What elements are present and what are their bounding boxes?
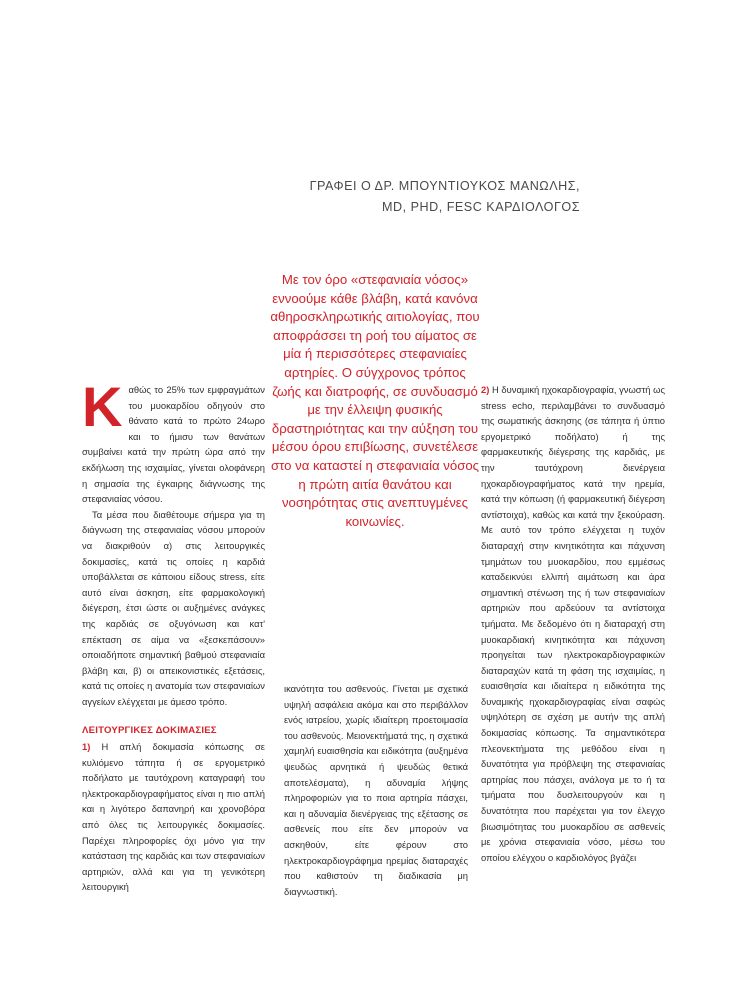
column-2 bbox=[284, 681, 468, 899]
section-heading: ΛΕΙΤΟΥΡΓΙΚΕΣ ΔΟΚΙΜΑΣΙΕΣ bbox=[82, 725, 217, 737]
item-number: 2) bbox=[481, 384, 490, 395]
item-text: Η απλή δοκιμασία κόπωσης σε κυλιόμενο τάπητα ή σε εργομετρικό ποδήλατο με ταυτόχρονη καταγραφή του ηλεκτροκαρδιογραφήματος είναι η πιο απλή και η λιγότερο δαπανηρή και χρονοβόρα από όλες τις λειτουργικές δοκιμασίες. Παρέχει πληροφορίες όχι μόνο για την κατάσταση της καρδιάς και των στεφανιαίων αρτηριών, αλλά και για τη γενικότερη λειτουργική bbox=[82, 741, 265, 893]
item-text: Η δυναμική ηχοκαρδιογραφία, γνωστή ως stress echo, περιλαμβάνει το συνδυασμό της σωματικής άσκησης (σε τάπητα ή ύπτιο εργομετρικό ποδήλατο) ή της φαρμακευτικής διέγερσης της καρδιάς, με την ταυτόχρονη διενέργεια ηχοκαρδιογραφήματος κατά την ηρεμία, κατά την κόπωση (ή φαρμακευτική διέγερση αντίστοιχα), καθώς και κατά την ξεκούραση. Με αυτό τον τρόπο ελέγχεται η τυχόν διαταραχή στην κινητικότητα και πάχυνση τμημάτων του μυοκαρδίου, που εμμέσως καταδεικνύει ελλιπή αιμάτωση και άρα σημαντική στένωση της ή των στεφανιαίων αρτηριών που αρδεύουν τα αντίστοιχα τμήματα. Με δεδομένο ότι η διαταραχή στη μυοκαρδιακή κινητικότητα και πάχυνση προηγείται των ηλεκτροκαρδιογραφικών διαταραχών κατά τη φάση της ισχαιμίας, η ευαισθησία και ιδιαίτερα η ειδικότητα της δυναμικής ηχοκαρδιογραφίας είναι σαφώς υψηλότερη σε σχέση με αυτήν της απλή δοκιμασίας κόπωσης. Τα σημαντικότερα πλεονεκτήματα της μεθόδου είναι η δυνατότητα για πρόβλεψη της στεφανιαίας αρτηρίας που πάσχει, ανάλογα με το ή τα τμήματα που δυσλειτουργούν και η δυνατότητα που παρέχεται για τον έλεγχο βιωσιμότητας του μυοκαρδίου σε ασθενείς με χρόνια στεφανιαία νόσο, μέσω του οποίου ελέγχου ο καρδιολόγος βγάζει bbox=[481, 384, 665, 863]
body-paragraph: Τα μέσα που διαθέτουμε σήμερα για τη διάγνωση της στεφανιαίας νόσου μπορούν να διακριθούν α) στις λειτουργικές δοκιμασίες, κατά τις οποίες η καρδιά υποβάλλεται σε κάποιου είδους stress, είτε αυτό είναι άσκηση, είτε φαρμακολογική διέγερση, έτσι ώστε οι αυξημένες ανάγκες της καρδιάς σε οξυγόνωση και κατ' επέκταση σε αίμα να «ξεσκεπάσουν» οποιαδήποτε σημαντική βαθμού στεφανιαία βλάβη και, β) οι απεικονιστικές εξετάσεις, κατά τις οποίες η ανατομία των στεφανιαίων αγγείων ελέγχεται με άμεσο τρόπο. bbox=[82, 508, 265, 707]
byline-line-2: MD, PHD, FESC ΚΑΡΔΙΟΛΟΓΟΣ bbox=[382, 200, 580, 214]
body-paragraph bbox=[82, 739, 265, 895]
byline-line-1: ΓΡΑΦΕΙ Ο ΔΡ. ΜΠΟΥΝΤΙΟΥΚΟΣ ΜΑΝΩΛΗΣ, bbox=[309, 179, 580, 193]
body-paragraph: ικανότητα του ασθενούς. Γίνεται με σχετικά υψηλή ασφάλεια ακόμα και στο περιβάλλον ενός ιατρείου, χωρίς ιδιαίτερη προετοιμασία του ασθενούς. Μειονεκτήματά της, η σχετικά χαμηλή ευαισθησία και ειδικότητα (αυξημένα ψευδώς αρνητικά ή ψευδώς θετικά αποτελέσματα), η αδυναμία λήψης πληροφοριών για το ποια αρτηρία πάσχει, και η αδυναμία διενέργειας της εξέτασης σε ασθενείς που είτε δεν μπορούν να ασκηθούν, είτε φέρουν στο ηλεκτροκαρδιογράφημα ηρεμίας διαταραχές που καθιστούν τη διαδικασία μη διαγνωστική. bbox=[284, 683, 468, 897]
intro-text: αθώς το 25% των εμφραγμάτων του μυοκαρδίου οδηγούν στο θάνατο κατά το πρώτο 24ωρο και το ήμισυ των θανάτων συμβαίνει κατά την πρώτη ώρα από την εκδήλωση της ισχαιμίας, γίνεται ολοφάνερη η σημασία της έγκαιρης διάγνωσης της στεφανιαίας νόσου. bbox=[82, 384, 265, 505]
author-byline bbox=[190, 176, 580, 218]
column-3 bbox=[481, 382, 665, 865]
pull-quote: Με τον όρο «στεφανιαία νόσος» εννοούμε κάθε βλάβη, κατά κανόνα αθηροσκληρωτικής αιτιολογίας, που αποφράσσει τη ροή του αίματος σε μία ή περισσότερες στεφανιαίες αρτηρίες. Ο σύγχρονος τρόπος ζωής και διατροφής, σε συνδυασμό με την έλλειψη φυσικής δραστηριότητας και την αύξηση του μέσου όρου επιβίωσης, συνετέλεσε στο να καταστεί η στεφανιαία νόσος η πρώτη αιτία θανάτου και νοσηρότητας στις ανεπτυγμένες κοινωνίες. bbox=[270, 272, 480, 529]
column-1 bbox=[82, 375, 265, 895]
body-paragraph bbox=[481, 382, 665, 865]
drop-cap: Κ bbox=[82, 375, 123, 438]
intro-paragraph bbox=[82, 375, 265, 507]
item-number: 1) bbox=[82, 741, 91, 753]
